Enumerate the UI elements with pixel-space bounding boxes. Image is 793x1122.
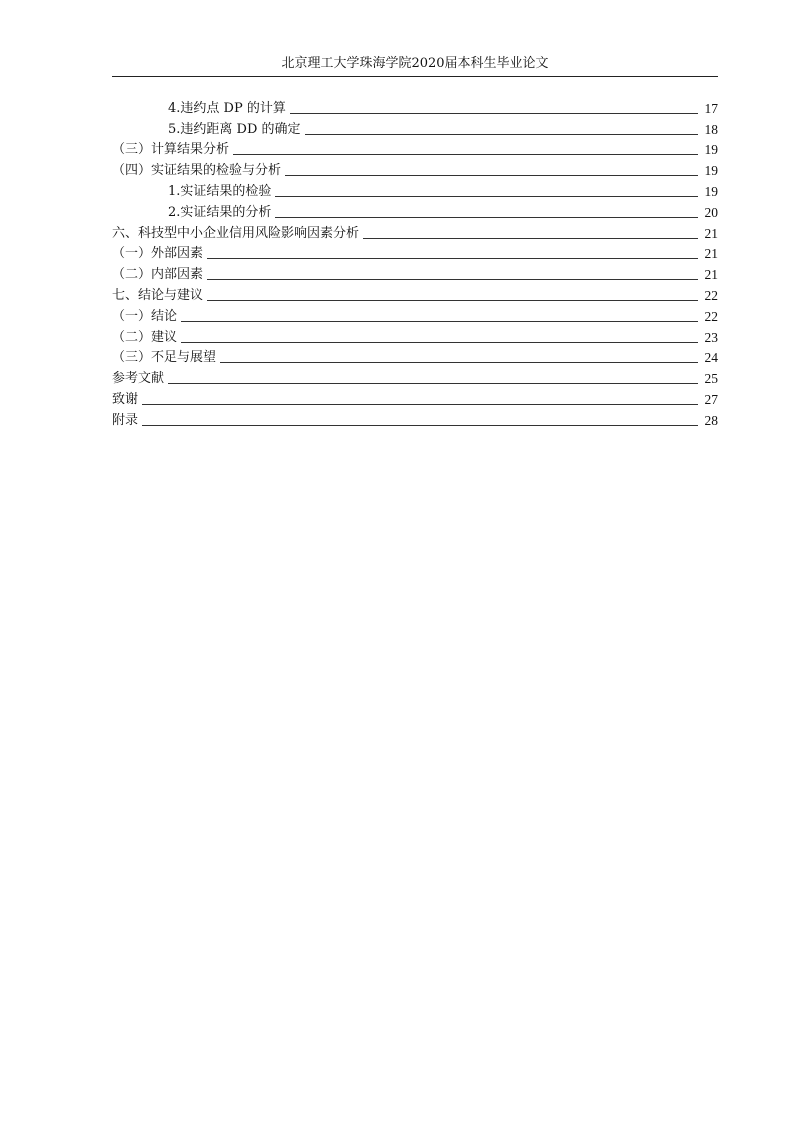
toc-entry-title: 六、科技型中小企业信用风险影响因素分析 — [112, 225, 360, 241]
toc-leader-line — [275, 217, 698, 218]
toc-entry[interactable] — [112, 200, 718, 221]
toc-entry-title: （四）实证结果的检验与分析 — [112, 163, 282, 179]
toc-entry-page: 27 — [704, 391, 718, 407]
toc-leader-line — [285, 175, 698, 176]
toc-leader-line — [233, 154, 698, 155]
toc-leader-line — [363, 238, 698, 239]
toc-entry[interactable] — [112, 117, 718, 138]
toc-entry-title: （一）外部因素 — [112, 246, 204, 262]
toc-leader-line — [290, 113, 698, 114]
toc-leader-line — [275, 196, 698, 197]
toc-entry-title: 参考文献 — [112, 371, 165, 387]
toc-leader-line — [220, 362, 698, 363]
toc-entry[interactable] — [112, 221, 718, 242]
toc-entry[interactable] — [112, 387, 718, 408]
toc-entry-title: 2.实证结果的分析 — [168, 204, 272, 220]
toc-entry-page: 28 — [704, 412, 718, 428]
toc-entry-title: （二）内部因素 — [112, 267, 204, 283]
toc-leader-line — [142, 404, 698, 405]
toc-entry-page: 22 — [704, 308, 718, 324]
toc-entry[interactable] — [112, 96, 718, 117]
toc-entry-title: （三）计算结果分析 — [112, 142, 230, 158]
toc-entry-title: （三）不足与展望 — [112, 350, 217, 366]
toc-entry-title: 1.实证结果的检验 — [168, 183, 272, 199]
toc-entry-title: 附录 — [112, 412, 139, 428]
toc-entry-page: 24 — [704, 350, 718, 366]
toc-entry-page: 19 — [704, 142, 718, 158]
toc-leader-line — [168, 383, 698, 384]
toc-entry-page: 23 — [704, 329, 718, 345]
toc-entry-title: 致谢 — [112, 391, 139, 407]
toc-entry[interactable] — [112, 262, 718, 283]
toc-entry-page: 21 — [704, 225, 718, 241]
header-rule — [112, 76, 718, 77]
toc-entry-title: 5.违约距离 DD 的确定 — [168, 121, 301, 137]
toc-leader-line — [207, 300, 698, 301]
toc-leader-line — [305, 134, 698, 135]
toc-entry-page: 17 — [704, 100, 718, 116]
toc-entry-page: 18 — [704, 121, 718, 137]
toc-entry-page: 21 — [704, 267, 718, 283]
toc-entry[interactable] — [112, 138, 718, 159]
toc-entry-page: 25 — [704, 371, 718, 387]
toc-leader-line — [207, 279, 698, 280]
toc-entry-page: 22 — [704, 287, 718, 303]
toc-leader-line — [207, 258, 698, 259]
toc-entry-page: 19 — [704, 183, 718, 199]
toc-entry-page: 20 — [704, 204, 718, 220]
table-of-contents — [112, 96, 718, 429]
toc-entry-title: 4.违约点 DP 的计算 — [168, 100, 286, 116]
toc-entry[interactable] — [112, 304, 718, 325]
toc-entry-page: 19 — [704, 163, 718, 179]
toc-entry[interactable] — [112, 325, 718, 346]
toc-entry-title: （二）建议 — [112, 329, 178, 345]
toc-leader-line — [142, 425, 698, 426]
toc-entry-title: （一）结论 — [112, 308, 178, 324]
toc-entry[interactable] — [112, 158, 718, 179]
toc-leader-line — [181, 342, 698, 343]
toc-entry-page: 21 — [704, 246, 718, 262]
toc-entry[interactable] — [112, 242, 718, 263]
page-header: 北京理工大学珠海学院2020届本科生毕业论文 — [281, 56, 549, 71]
toc-leader-line — [181, 321, 698, 322]
toc-entry[interactable] — [112, 408, 718, 429]
toc-entry[interactable] — [112, 346, 718, 367]
toc-entry[interactable] — [112, 283, 718, 304]
toc-entry[interactable] — [112, 179, 718, 200]
toc-entry-title: 七、结论与建议 — [112, 287, 204, 303]
toc-entry[interactable] — [112, 366, 718, 387]
